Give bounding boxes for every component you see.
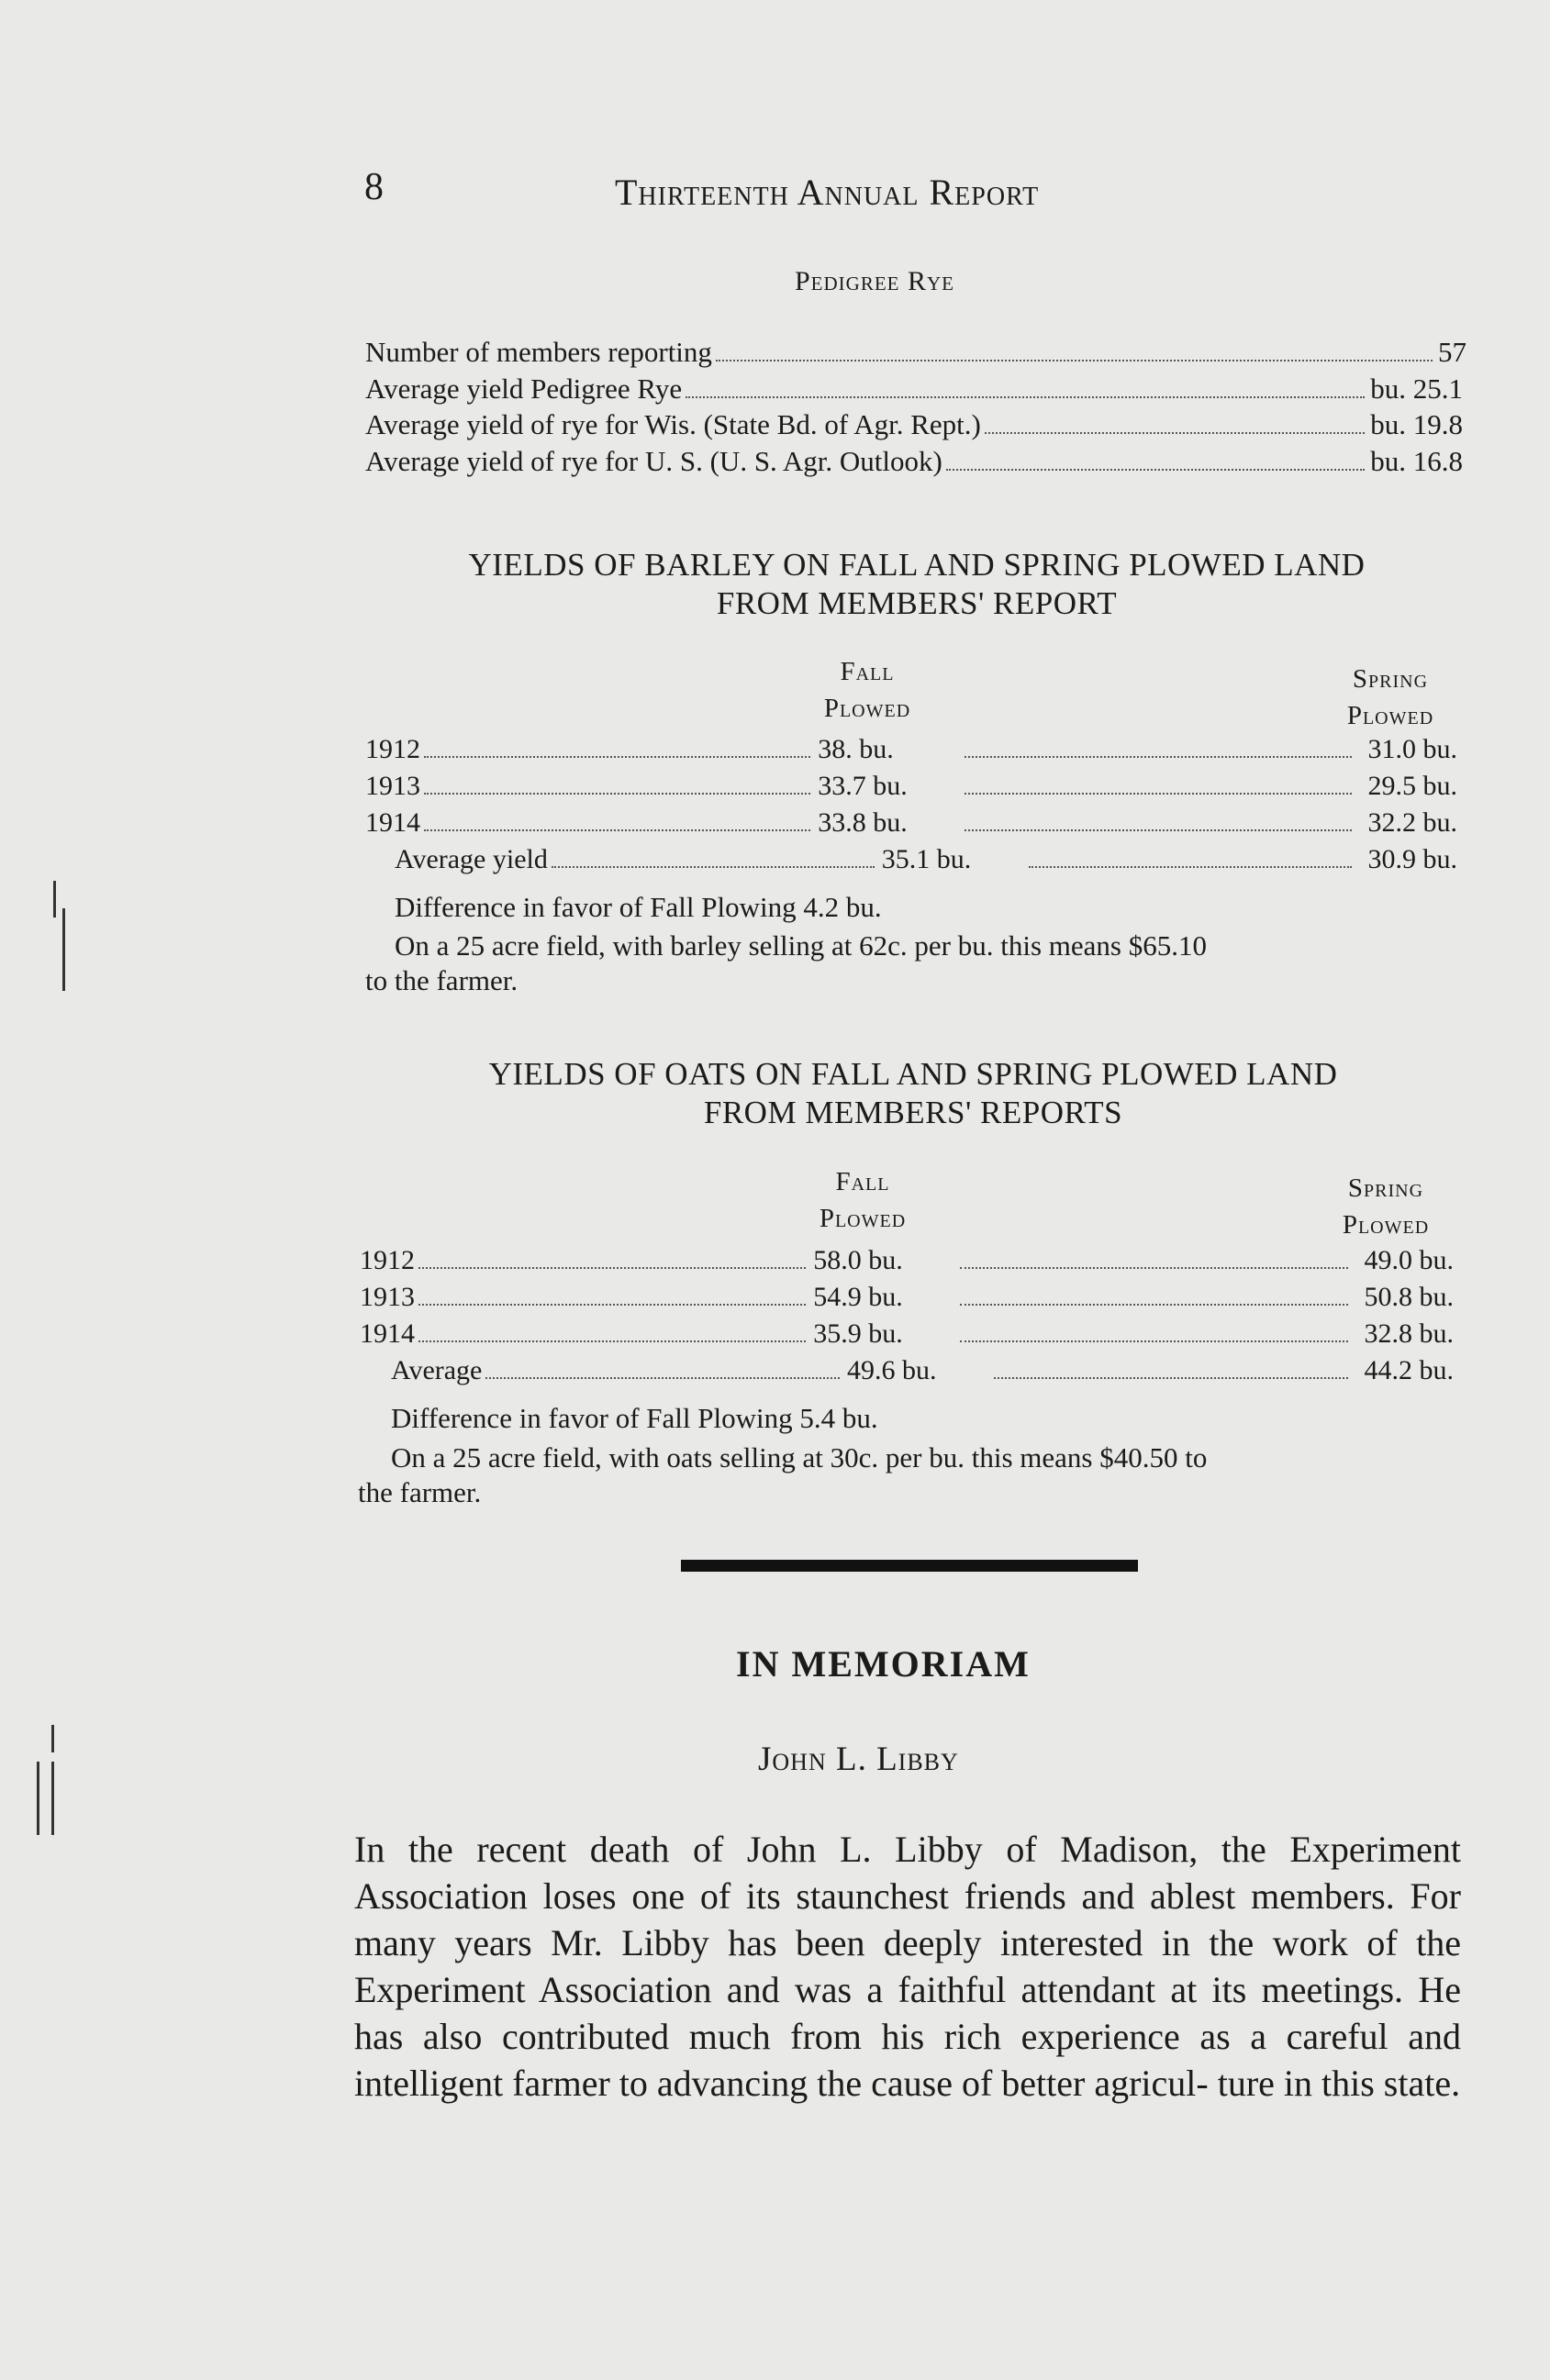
barley-row-average xyxy=(395,844,1457,875)
scan-artifact xyxy=(51,1725,54,1752)
rye-line-value: bu. 25.1 xyxy=(1370,373,1463,405)
memoriam-title: IN MEMORIAM xyxy=(736,1643,1031,1685)
spring-value: 32.2 bu. xyxy=(1367,807,1457,838)
col-plowed-label: Plowed xyxy=(1342,1210,1430,1240)
leader-dots xyxy=(418,1267,806,1269)
leader-dots xyxy=(965,829,1351,831)
leader-dots xyxy=(686,396,1365,398)
scan-artifact xyxy=(62,908,65,991)
row-label: Average yield xyxy=(395,844,548,874)
spring-value: 44.2 bu. xyxy=(1364,1355,1454,1385)
row-label: 1914 xyxy=(365,807,420,838)
memoriam-text: In the recent death of John L. Libby of Madison, the Experiment Association loses one of its staunchest friends and ablest members. For many years Mr. Libby has been deeply interested in the work of the Experiment Association and was a faithful attendant at its meetings. He has also contributed much from his rich experience as a careful and intelligent farmer to advancing the cause of better agricul- ture in this state. xyxy=(354,1829,1461,2104)
fall-value: 35.9 bu. xyxy=(813,1318,903,1349)
rye-line-value: bu. 19.8 xyxy=(1370,408,1463,440)
leader-dots xyxy=(994,1377,1348,1379)
rye-line-us xyxy=(365,445,1463,478)
oats-note-line2: the farmer. xyxy=(358,1476,482,1508)
scan-artifact xyxy=(51,1762,54,1835)
oats-col-spring xyxy=(1303,1170,1468,1243)
barley-row-1912 xyxy=(365,734,1457,765)
oats-row-1913 xyxy=(360,1282,1454,1313)
col-fall-label: Fall xyxy=(840,657,895,686)
spring-value: 49.0 bu. xyxy=(1364,1245,1454,1275)
rye-line-members xyxy=(365,336,1466,369)
memoriam-name: John L. Libby xyxy=(758,1741,959,1778)
row-label: 1912 xyxy=(365,734,420,764)
spring-value: 29.5 bu. xyxy=(1367,771,1457,801)
oats-title-line1: YIELDS OF OATS ON FALL AND SPRING PLOWED LAND xyxy=(488,1056,1338,1092)
oats-title-line2: FROM MEMBERS' REPORTS xyxy=(703,1095,1123,1130)
row-label: 1913 xyxy=(360,1282,415,1312)
leader-dots xyxy=(946,469,1365,471)
rye-line-value: bu. 16.8 xyxy=(1370,445,1463,477)
leader-dots xyxy=(552,866,875,868)
rye-line-wis xyxy=(365,408,1463,441)
fall-value: 35.1 bu. xyxy=(881,844,972,874)
section-divider-rule xyxy=(681,1560,1138,1572)
leader-dots xyxy=(985,432,1365,434)
leader-dots xyxy=(716,360,1433,361)
row-label: 1912 xyxy=(360,1245,415,1275)
row-label: Average xyxy=(391,1355,483,1385)
scan-artifact xyxy=(53,881,56,918)
oats-col-fall xyxy=(785,1163,941,1237)
col-spring-label: Spring xyxy=(1352,664,1429,694)
barley-note-line1: On a 25 acre field, with barley selling at 62c. per bu. this means $65.10 xyxy=(395,929,1207,962)
rye-line-pedigree xyxy=(365,373,1463,406)
oats-row-average xyxy=(391,1355,1454,1386)
fall-value: 49.6 bu. xyxy=(846,1355,937,1385)
barley-col-spring xyxy=(1308,661,1473,734)
oats-note-line1: On a 25 acre field, with oats selling at 30c. per bu. this means $40.50 to xyxy=(391,1441,1208,1474)
barley-difference: Difference in favor of Fall Plowing 4.2 bu. xyxy=(395,891,882,923)
leader-dots xyxy=(418,1304,806,1306)
leader-dots xyxy=(960,1304,1347,1306)
row-label: 1913 xyxy=(365,771,420,801)
rye-line-label: Average yield of rye for U. S. (U. S. Agr. Outlook) xyxy=(365,445,942,477)
oats-difference: Difference in favor of Fall Plowing 5.4 bu. xyxy=(391,1402,878,1434)
leader-dots xyxy=(1029,866,1352,868)
leader-dots xyxy=(418,1340,806,1342)
leader-dots xyxy=(960,1267,1347,1269)
spring-value: 50.8 bu. xyxy=(1364,1282,1454,1312)
leader-dots xyxy=(960,1340,1347,1342)
oats-table-title xyxy=(362,1055,1465,1132)
rye-line-label: Number of members reporting xyxy=(365,336,712,368)
fall-value: 33.8 bu. xyxy=(818,807,908,838)
barley-row-1914 xyxy=(365,807,1457,839)
barley-row-1913 xyxy=(365,771,1457,802)
spring-value: 31.0 bu. xyxy=(1367,734,1457,764)
col-spring-label: Spring xyxy=(1347,1173,1424,1203)
barley-table-title xyxy=(365,546,1468,623)
barley-note-line2: to the farmer. xyxy=(365,964,519,996)
fall-value: 58.0 bu. xyxy=(813,1245,903,1275)
col-plowed-label: Plowed xyxy=(819,1204,907,1233)
spring-value: 30.9 bu. xyxy=(1367,844,1457,874)
row-label: 1914 xyxy=(360,1318,415,1349)
oats-row-1912 xyxy=(360,1245,1454,1276)
leader-dots xyxy=(965,756,1351,758)
leader-dots xyxy=(424,793,810,795)
rye-line-label: Average yield of rye for Wis. (State Bd. of Agr. Rept.) xyxy=(365,408,981,440)
scan-artifact xyxy=(37,1762,39,1835)
oats-row-1914 xyxy=(360,1318,1454,1350)
col-plowed-label: Plowed xyxy=(823,694,911,723)
leader-dots xyxy=(424,829,810,831)
leader-dots xyxy=(485,1377,840,1379)
rye-line-label: Average yield Pedigree Rye xyxy=(365,373,683,405)
spring-value: 32.8 bu. xyxy=(1364,1318,1454,1349)
barley-title-line1: YIELDS OF BARLEY ON FALL AND SPRING PLOWED LAND xyxy=(468,547,1366,583)
rye-section-title: Pedigree Rye xyxy=(795,266,955,296)
fall-value: 54.9 bu. xyxy=(813,1282,903,1312)
page-number: 8 xyxy=(364,166,384,208)
barley-col-fall xyxy=(789,653,945,727)
col-plowed-label: Plowed xyxy=(1346,701,1434,730)
leader-dots xyxy=(965,793,1351,795)
fall-value: 38. bu. xyxy=(818,734,894,764)
barley-title-line2: FROM MEMBERS' REPORT xyxy=(716,585,1118,621)
running-title: Thirteenth Annual Report xyxy=(615,172,1040,213)
leader-dots xyxy=(424,756,810,758)
fall-value: 33.7 bu. xyxy=(818,771,908,801)
rye-line-value: 57 xyxy=(1438,336,1466,368)
col-fall-label: Fall xyxy=(835,1167,890,1196)
